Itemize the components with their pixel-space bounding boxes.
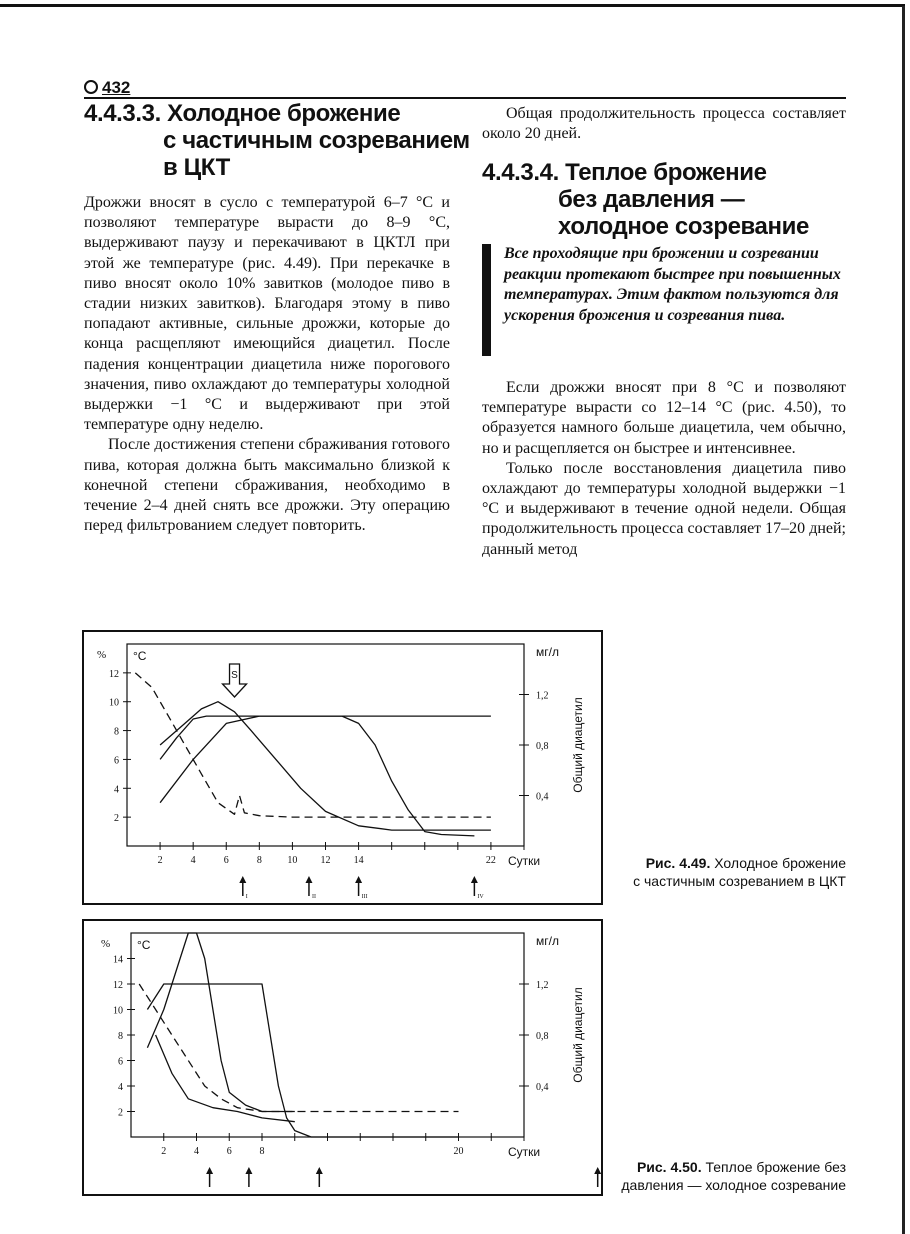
right-axis-label: Общий диацетил: [571, 697, 585, 793]
y2-tick-label: 0,8: [536, 1031, 549, 1042]
event-arrowhead: [355, 876, 362, 883]
left-unit-label: %: [97, 649, 107, 661]
series-line-3: [160, 702, 491, 830]
x-tick-label: 8: [256, 855, 262, 866]
right-axis-label: Общий диацетил: [571, 987, 585, 1083]
event-arrowhead: [316, 1167, 323, 1174]
y2-tick-label: 0,4: [536, 791, 549, 803]
x-tick-label: 14: [353, 855, 364, 866]
event-arrow-label: IV: [477, 894, 484, 900]
left-unit-label: %: [101, 938, 111, 950]
page-number: [84, 78, 130, 98]
caption-text: Холодное брожение: [714, 855, 846, 871]
y-tick-label: 6: [114, 755, 119, 767]
event-arrowhead: [245, 1167, 252, 1174]
right-unit-label: мг/л: [536, 645, 559, 659]
event-arrowhead: [305, 876, 312, 883]
x-tick-label: 6: [226, 1146, 232, 1157]
temperature-unit-label: °С: [137, 938, 151, 952]
caption-text-line-2: с частичным созреванием в ЦКТ: [633, 873, 846, 889]
heading-number: 4.4.3.3.: [84, 100, 161, 127]
page-right-edge: [902, 6, 905, 1234]
caption-label: Рис. 4.50.: [636, 1159, 702, 1175]
y-tick-label: 10: [109, 697, 119, 709]
section-heading-4-4-3-3: [84, 100, 474, 181]
heading-number: 4.4.3.4.: [482, 159, 559, 186]
figure-4-50: [82, 919, 603, 1196]
caption-label: Рис. 4.49.: [645, 855, 711, 871]
x-tick-label: 22: [485, 855, 496, 866]
page-number-text: 432: [102, 78, 131, 97]
y-tick-label: 12: [109, 668, 119, 680]
heading-line-1: Холодное брожение: [167, 100, 401, 127]
y2-tick-label: 1,2: [536, 690, 549, 702]
x-tick-label: 12: [320, 855, 331, 866]
heading-line-3: в ЦКТ: [163, 154, 230, 181]
section-heading-4-4-3-4: [482, 159, 846, 240]
figure-4-49: [82, 630, 603, 905]
heading-line-2: без давления —: [558, 186, 745, 213]
series-line-2: [147, 933, 294, 1112]
page-top-edge: [0, 4, 905, 7]
right-unit-label: мг/л: [536, 934, 559, 948]
y2-tick-label: 0,8: [536, 741, 549, 752]
y-tick-label: 4: [118, 1082, 123, 1093]
x-tick-label: 6: [223, 855, 229, 866]
series-line-4: [135, 673, 491, 817]
figure-4-49-caption: [600, 854, 846, 890]
marker-label: S: [231, 670, 238, 681]
x-tick-label: 2: [157, 855, 163, 866]
plot-frame: [131, 933, 524, 1137]
callout-text: Все проходящие при брожении и созревании реакции протекают быстрее при повышенных температурах. Этим фактом пользуются для ускорения брожения и созревания пива.: [504, 245, 841, 324]
y-tick-label: 4: [114, 784, 119, 796]
event-arrowhead: [206, 1167, 213, 1174]
y-tick-label: 8: [118, 1031, 123, 1042]
series-line-2: [160, 716, 491, 759]
series-line-1: [160, 716, 474, 836]
figure-4-49-chart: [84, 632, 601, 903]
paragraph: Если дрожжи вносят при 8 °С и позволяют температуре вырасти со 12–14 °С (рис. 4.50), то образуется намного больше диацетила, чем обычно, но и расщепляется он быстрее и интенсивнее.: [482, 379, 846, 457]
caption-text: Теплое брожение без: [705, 1159, 846, 1175]
y-tick-label: 6: [118, 1056, 123, 1068]
series-line-1: [147, 984, 458, 1137]
event-arrowhead: [471, 876, 478, 883]
event-arrow-label: I: [245, 894, 248, 900]
event-arrow-label: II: [311, 894, 316, 900]
series-line-3: [139, 984, 458, 1112]
event-arrow-label: III: [361, 894, 368, 900]
header-rule: [84, 97, 846, 99]
paragraph: После достижения степени сбраживания готового пива, которая должна быть максимально близкой к конечной степени сбраживания, необходимо в течение 2–4 дней снять все дрожжи. Эту операцию перед фильтрованием следует повторить.: [84, 436, 450, 535]
right-column-text: [482, 378, 846, 560]
x-axis-label: Сутки: [508, 1145, 541, 1159]
paragraph: Только после восстановления диацетила пиво охлаждают до температуры холодной выдержки −1 °С и выдерживают в течение одной недели. Общая продолжительность процесса составляет 17–20 дней; данный метод: [482, 459, 846, 558]
page-bullet-icon: [84, 80, 98, 94]
y2-tick-label: 1,2: [536, 980, 549, 991]
temperature-unit-label: °С: [133, 649, 147, 663]
y-tick-label: 12: [113, 980, 123, 991]
y-tick-label: 14: [113, 954, 123, 966]
x-tick-label: 4: [190, 855, 196, 866]
y-tick-label: 2: [118, 1107, 123, 1119]
figure-4-50-chart: [84, 921, 601, 1194]
y2-tick-label: 0,4: [536, 1082, 549, 1093]
x-axis-label: Сутки: [508, 854, 541, 868]
y-tick-label: 2: [114, 813, 119, 825]
paragraph: Дрожжи вносят в сусло с температурой 6–7 °С и позволяют температуре вырасти до 8–9 °С, выдерживают паузу и перекачивают в ЦКТЛ при этой же температуре (рис. 4.49). При перекачке в пиво вносят около 10% завитков (молодое пиво в стадии низких завитков). Благодаря этому в пиво попадают активные, сильные дрожжи, которые до конца расщепляют имеющийся диацетил. После падения концентрации диацетила ниже порогового значения, пиво охлаждают до температуры холодной выдержки −1 °С и выдерживают при этой температуре одну неделю.: [84, 194, 450, 434]
event-arrowhead: [239, 876, 246, 883]
x-tick-label: 10: [287, 855, 298, 866]
y-tick-label: 8: [114, 726, 119, 738]
y-tick-label: 10: [113, 1005, 123, 1017]
right-column-intro: [482, 104, 846, 144]
callout-bar: [482, 244, 491, 356]
caption-text-line-2: давления — холодное созревание: [621, 1177, 846, 1193]
figure-4-50-caption: [600, 1158, 846, 1194]
x-tick-label: 4: [194, 1146, 199, 1157]
left-column-text: [84, 193, 450, 536]
x-tick-label: 20: [453, 1146, 464, 1157]
x-tick-label: 2: [161, 1146, 167, 1157]
paragraph: Общая продолжительность процесса составляет около 20 дней.: [482, 105, 846, 143]
x-tick-label: 8: [259, 1146, 265, 1157]
plot-frame: [127, 644, 524, 846]
callout-box: [482, 244, 846, 326]
heading-line-1: Теплое брожение: [565, 159, 767, 186]
heading-line-2: с частичным созреванием: [163, 127, 470, 154]
heading-line-3: холодное созревание: [558, 213, 809, 240]
